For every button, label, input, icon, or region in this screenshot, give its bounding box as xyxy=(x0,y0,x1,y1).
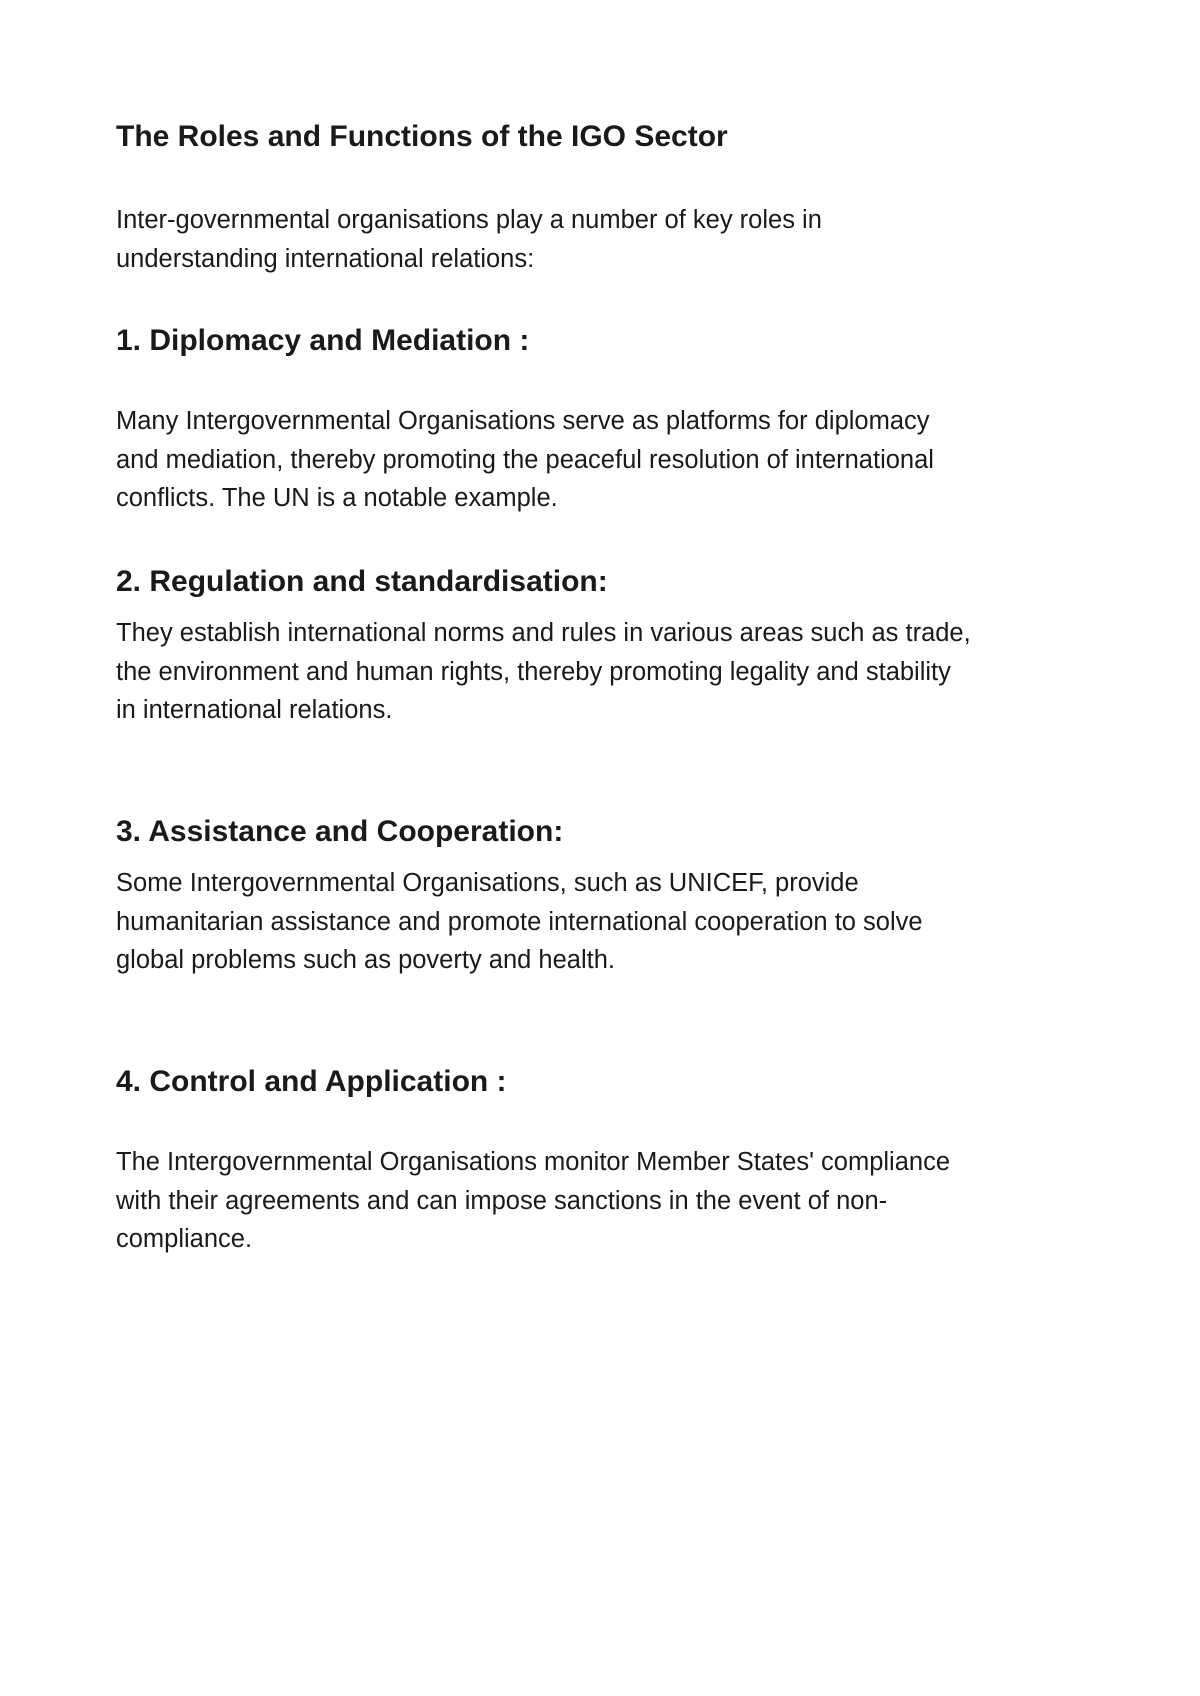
paragraph-line: Some Intergovernmental Organisations, such as UNICEF, provide xyxy=(116,869,859,897)
section-paragraph-control xyxy=(116,1143,950,1259)
paragraph-line: global problems such as poverty and health. xyxy=(116,946,615,974)
paragraph-line: The Intergovernmental Organisations monitor Member States' compliance xyxy=(116,1148,951,1176)
section-paragraph-regulation xyxy=(116,614,971,730)
paragraph-line: conflicts. The UN is a notable example. xyxy=(116,484,558,512)
section-paragraph-diplomacy xyxy=(116,402,934,518)
paragraph-line: the environment and human rights, thereby promoting legality and stability xyxy=(116,657,951,686)
section-heading-diplomacy: 1. Diplomacy and Mediation : xyxy=(116,324,530,357)
paragraph-line: compliance. xyxy=(116,1225,253,1253)
paragraph-line: and mediation, thereby promoting the peaceful resolution of international xyxy=(116,445,934,474)
section-heading-control: 4. Control and Application : xyxy=(116,1065,507,1098)
paragraph-line: in international relations. xyxy=(116,696,393,724)
paragraph-line: humanitarian assistance and promote international cooperation to solve xyxy=(116,907,923,936)
intro-line: Inter-governmental organisations play a number of key roles in xyxy=(116,206,822,234)
paragraph-line: Many Intergovernmental Organisations serve as platforms for diplomacy xyxy=(116,407,930,435)
intro-line: understanding international relations: xyxy=(116,244,535,273)
intro-paragraph xyxy=(116,201,822,278)
paragraph-line: They establish international norms and rules in various areas such as trade, xyxy=(116,619,971,647)
section-heading-assistance: 3. Assistance and Cooperation: xyxy=(116,815,564,848)
section-paragraph-assistance xyxy=(116,864,923,980)
section-heading-regulation: 2. Regulation and standardisation: xyxy=(116,565,608,598)
document-title: The Roles and Functions of the IGO Sector xyxy=(116,120,728,153)
paragraph-line: with their agreements and can impose sanctions in the event of non- xyxy=(116,1186,888,1215)
